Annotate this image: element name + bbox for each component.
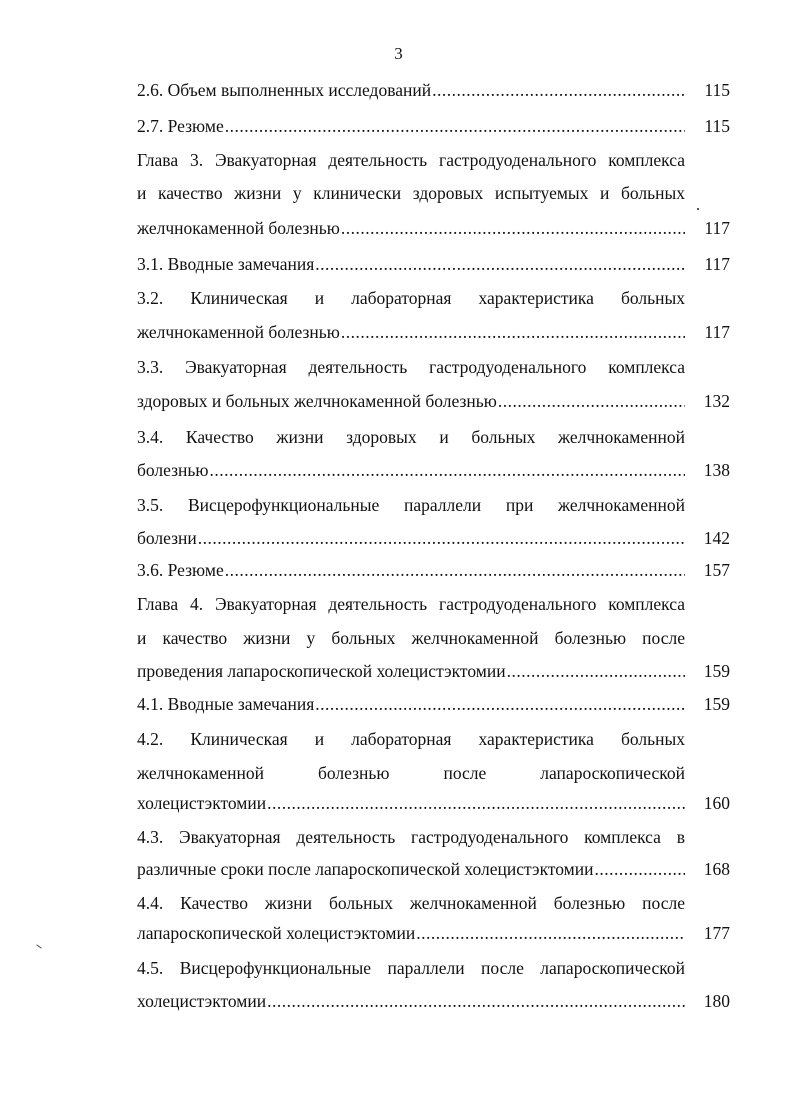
toc-page-number: 132 <box>703 391 730 411</box>
dot-leader <box>315 252 685 276</box>
toc-entry-line-last <box>137 921 685 945</box>
toc-page-number: 115 <box>704 80 730 100</box>
toc-page-number: 138 <box>703 460 730 480</box>
dot-leader <box>267 989 685 1013</box>
toc-entry-line-last <box>137 320 685 344</box>
toc-entry-line-last <box>137 692 685 716</box>
toc-page-number: 177 <box>703 923 730 943</box>
toc-entry-line: и качество жизни у клинически здоровых испытуемых и больных <box>137 183 685 203</box>
toc-entry-line: 4.2. Клиническая и лабораторная характеристика больных <box>137 729 685 749</box>
dot-leader <box>341 320 685 344</box>
scan-speck <box>697 208 699 210</box>
dot-leader <box>315 692 685 716</box>
toc-entry-line-last <box>137 791 685 815</box>
toc-entry-line: Глава 3. Эвакуаторная деятельность гастродуоденального комплекса <box>137 150 685 170</box>
toc-entry-text: желчнокаменной болезнью <box>137 218 340 238</box>
toc-entry-line: 4.5. Висцерофункциональные параллели после лапароскопической <box>137 958 685 978</box>
toc-page-number: 117 <box>704 254 730 274</box>
dot-leader <box>198 526 685 550</box>
toc-entry-text: 4.1. Вводные замечания <box>137 694 315 714</box>
toc-page-number: 142 <box>703 528 730 548</box>
toc-entry-text: различные сроки после лапароскопической холецистэктомии <box>137 859 594 879</box>
toc-entry-text: болезни <box>137 528 197 548</box>
toc-entry-line-last <box>137 659 685 683</box>
page-number: 3 <box>394 44 403 63</box>
dot-leader <box>432 78 685 102</box>
toc-entry-text: 2.6. Объем выполненных исследований <box>137 80 432 100</box>
toc-entry-line: 3.2. Клиническая и лабораторная характеристика больных <box>137 288 685 308</box>
toc-entry-line-last <box>137 114 685 138</box>
toc-entry-line: 4.4. Качество жизни больных желчнокаменной болезнью после <box>137 893 685 913</box>
dot-leader <box>225 114 685 138</box>
toc-page-number: 157 <box>703 560 730 580</box>
dot-leader <box>341 216 685 240</box>
toc-page-number: 159 <box>703 661 730 681</box>
toc-entry-text: холецистэктомии <box>137 991 267 1011</box>
toc-entry-line: 3.4. Качество жизни здоровых и больных желчнокаменной <box>137 427 685 447</box>
dot-leader <box>209 458 685 482</box>
scan-mark <box>36 944 41 948</box>
toc-entry-text: болезнью <box>137 460 209 480</box>
toc-entry-text: проведения лапароскопической холецистэктомии <box>137 661 506 681</box>
toc-entry-line: 3.5. Висцерофункциональные параллели при желчнокаменной <box>137 495 685 515</box>
toc-entry-line: Глава 4. Эвакуаторная деятельность гастродуоденального комплекса <box>137 594 685 614</box>
dot-leader <box>498 389 685 413</box>
toc-page-number: 159 <box>703 694 730 714</box>
toc-entry-text: 3.6. Резюме <box>137 560 224 580</box>
toc-entry-line: 3.3. Эвакуаторная деятельность гастродуоденального комплекса <box>137 357 685 377</box>
toc-entry-text: 2.7. Резюме <box>137 116 224 136</box>
toc-entry-text: холецистэктомии <box>137 793 267 813</box>
toc-entry-line-last <box>137 857 685 881</box>
toc-entry-line-last <box>137 458 685 482</box>
toc-page-number: 117 <box>704 218 730 238</box>
toc-page-number: 180 <box>703 991 730 1011</box>
dot-leader <box>416 921 685 945</box>
toc-entry-line: 4.3. Эвакуаторная деятельность гастродуоденального комплекса в <box>137 827 685 847</box>
toc-page-number: 160 <box>703 793 730 813</box>
toc-entry-line-last <box>137 989 685 1013</box>
dot-leader <box>225 558 685 582</box>
toc-entry-line-last <box>137 558 685 582</box>
toc-page-number: 168 <box>703 859 730 879</box>
dot-leader <box>267 791 685 815</box>
toc-entry-line-last <box>137 252 685 276</box>
toc-page-number: 117 <box>704 322 730 342</box>
toc-entry-text: здоровых и больных желчнокаменной болезнью <box>137 391 497 411</box>
toc-entry-text: 3.1. Вводные замечания <box>137 254 315 274</box>
dot-leader <box>594 857 685 881</box>
toc-entry-line-last <box>137 389 685 413</box>
toc-entry-text: желчнокаменной болезнью <box>137 322 340 342</box>
toc-entry-line-last <box>137 78 685 102</box>
toc-entry-line: желчнокаменной болезнью после лапароскопической <box>137 763 685 783</box>
dot-leader <box>507 659 685 683</box>
toc-entry-line-last <box>137 526 685 550</box>
toc-entry-text: лапароскопической холецистэктомии <box>137 923 416 943</box>
toc-entry-line-last <box>137 216 685 240</box>
toc-page-number: 115 <box>704 116 730 136</box>
toc-entry-line: и качество жизни у больных желчнокаменной болезнью после <box>137 628 685 648</box>
